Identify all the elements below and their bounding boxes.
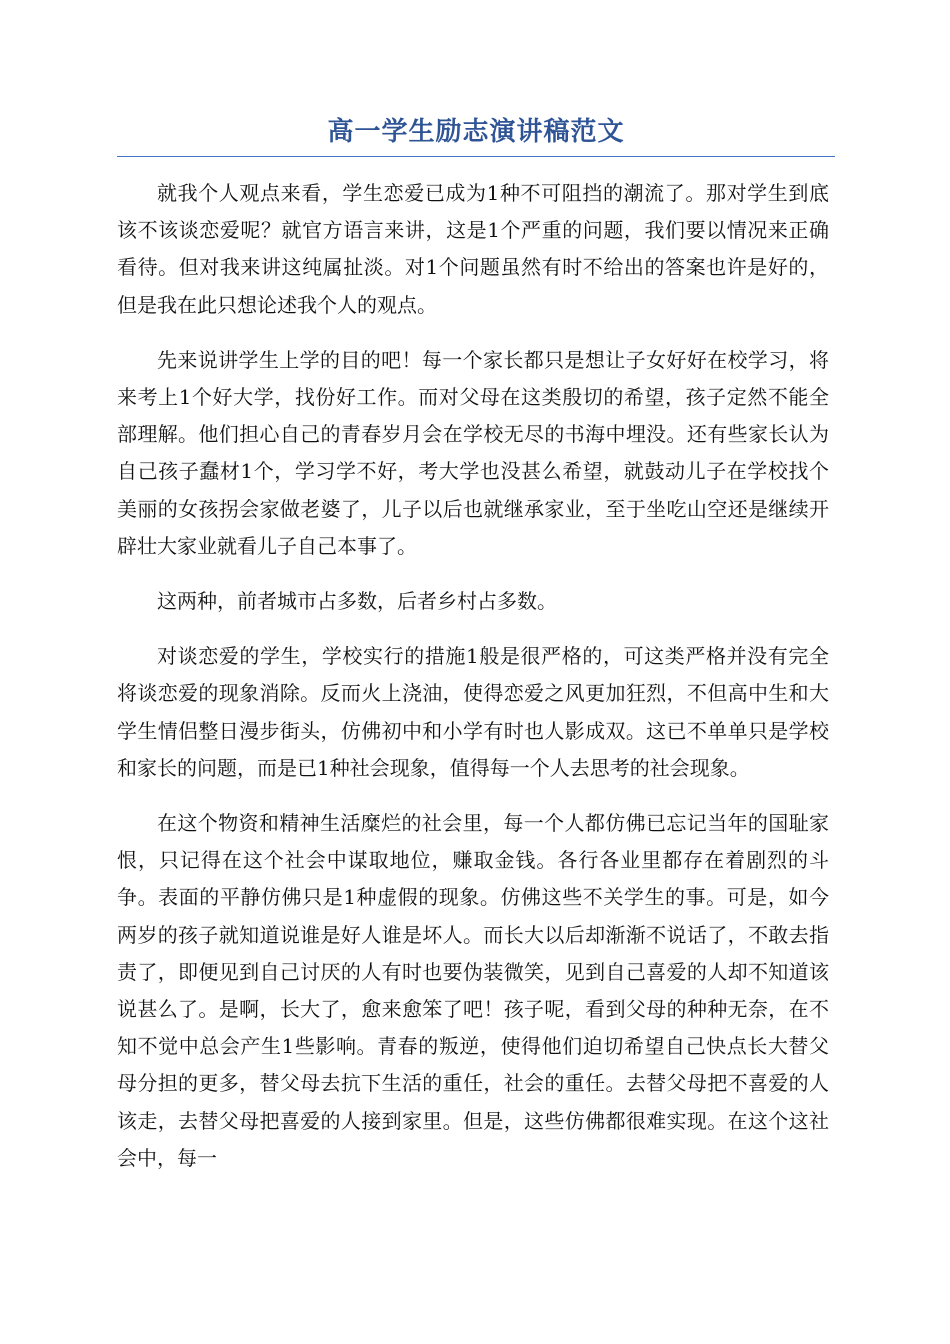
title-underline [117,156,835,157]
document-title: 高一学生励志演讲稿范文 [327,117,625,147]
paragraph-4: 对谈恋爱的学生，学校实行的措施1般是很严格的，可这类严格并没有完全将谈恋爱的现象消除。反而火上浇油，使得恋爱之风更加狂烈，不但高中生和大学生情侣整日漫步街头，仿佛初中和小学有时也人影成双。这已不单单只是学校和家长的问题，而是已1种社会现象，值得每一个人去思考的社会现象。 [117,644,829,780]
paragraph-3: 这两种，前者城市占多数，后者乡村占多数。 [157,589,557,614]
document-body [117,175,829,1195]
title-block [117,110,835,157]
paragraph-2: 先来说讲学生上学的目的吧！每一个家长都只是想让子女好好在校学习，将来考上1个好大学，找份好工作。而对父母在这类殷切的希望，孩子定然不能全部理解。他们担心自己的青春岁月会在学校无尽的书海中埋没。还有些家长认为自己孩子蠢材1个，学习学不好，考大学也没甚么希望，就鼓动儿子在学校找个美丽的女孩拐会家做老婆了，儿子以后也就继承家业，至于坐吃山空还是继续开辟壮大家业就看儿子自己本事了。 [117,347,829,558]
paragraph-1: 就我个人观点来看，学生恋爱已成为1种不可阻挡的潮流了。那对学生到底该不该谈恋爱呢？就官方语言来讲，这是1个严重的问题，我们要以情况来正确看待。但对我来讲这纯属扯淡。对1个问题虽然有时不给出的答案也许是好的，但是我在此只想论述我个人的观点。 [117,181,829,317]
paragraph-5: 在这个物资和精神生活糜烂的社会里，每一个人都仿佛已忘记当年的国耻家恨，只记得在这个社会中谋取地位，赚取金钱。各行各业里都存在着剧烈的斗争。表面的平静仿佛只是1种虚假的现象。仿佛这些不关学生的事。可是，如今两岁的孩子就知道说谁是好人谁是坏人。而长大以后却渐渐不说话了，不敢去指责了，即便见到自己讨厌的人有时也要伪装微笑，见到自己喜爱的人却不知道该说甚么了。是啊，长大了，愈来愈笨了吧！孩子呢，看到父母的种种无奈，在不知不觉中总会产生1些影响。青春的叛逆，使得他们迫切希望自己快点长大替父母分担的更多，替父母去抗下生活的重任，社会的重任。去替父母把不喜爱的人该走，去替父母把喜爱的人接到家里。但是，这些仿佛都很难实现。在这个这社会中，每一 [117,811,829,1170]
